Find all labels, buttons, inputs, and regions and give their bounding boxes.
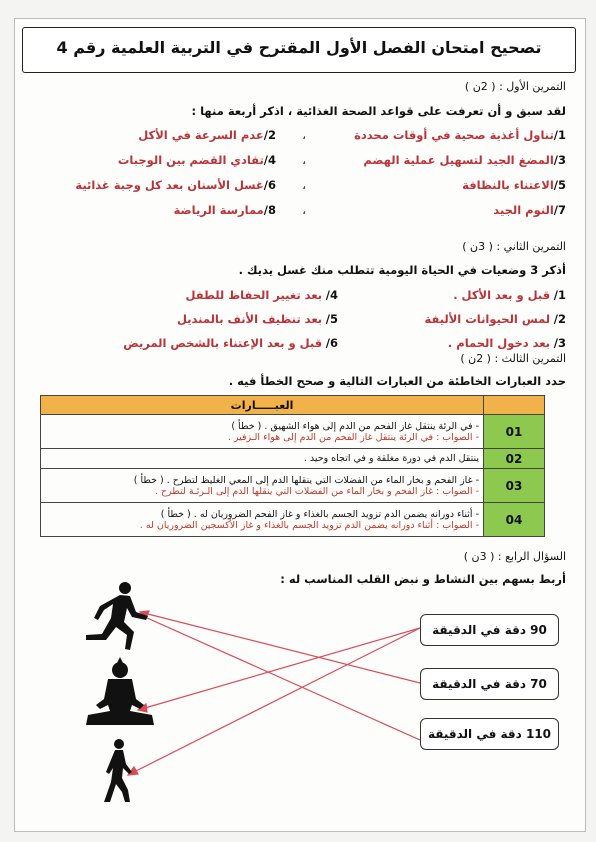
item-text: لمس الحيوانات الأليفة <box>424 312 551 326</box>
separator: ، <box>302 128 306 142</box>
item-number: 2/ <box>553 312 566 326</box>
heart-rate-label: 110 دقة في الدقيقة <box>427 727 552 741</box>
heart-rate-box-90 <box>420 614 559 646</box>
ex3-row-number: 01 <box>484 415 545 449</box>
ex1-heading: التمرين الأول : ( 2ن ) <box>464 80 566 93</box>
item-text: تفادي القضم بين الوجبات <box>117 153 264 167</box>
running-person-icon <box>80 578 155 653</box>
item-text: قبل و بعد الإعتناء بالشخص المريض <box>123 336 323 350</box>
walking-person-icon <box>98 738 138 804</box>
item-number: 1/ <box>553 288 566 302</box>
item-number: 8/ <box>263 203 276 217</box>
item-text: بعد تغيير الحفاظ للطفل <box>185 288 323 302</box>
separator: ، <box>302 203 306 217</box>
ex3-row-number: 03 <box>484 469 545 503</box>
ex3-correction: - الصواب : غاز الفحم و بخار الماء من الفضلات التي ينقلها الدم إلى الـرئـة لتطرح . <box>154 485 479 497</box>
item-text: النوم الجيد <box>493 203 554 217</box>
page-title: تصحيح امتحان الفصل الأول المقترح في التربية العلمية رقم 4 <box>56 38 542 57</box>
ex4-heading: السؤال الرابع : ( 3ن ) <box>463 550 566 563</box>
arrow-70-to-running <box>140 612 420 683</box>
ex3-heading: التمرين الثالث : ( 2ن ) <box>460 352 566 365</box>
heart-rate-box-70 <box>420 668 559 700</box>
ex3-correction: - الصواب : أثناء دورانه يضمن الدم تزويد الجسم بالغذاء و غاز الأكسجين الضروريان له . <box>139 519 479 531</box>
ex4-question: أربط بسهم بين النشاط و نبض القلب المناسب له : <box>280 572 566 586</box>
ex1-question: لقد سبق و أن تعرفت على قواعد الصحة الغذائية ، اذكر أربعة منها : <box>191 104 566 118</box>
arrow-90-to-walking <box>128 628 420 775</box>
heart-rate-label: 70 دقة في الدقيقة <box>432 677 547 691</box>
item-text: الاعتناء بالنظافة <box>462 178 554 192</box>
item-number: 6/ <box>325 336 338 350</box>
item-number: 5/ <box>325 312 338 326</box>
ex3-row-number: 04 <box>484 503 545 537</box>
ex3-statement: ينتقل الدم في دورة مغلقة و في اتجاه وحيد . <box>303 453 479 464</box>
ex3-question: حدد العبارات الخاطئة من العبارات التالية و صحح الخطأ فيه . <box>228 374 566 388</box>
item-number: 1/ <box>553 128 566 142</box>
item-text: تناول أغذية صحية في أوقات محددة <box>354 128 554 142</box>
item-number: 2/ <box>263 128 276 142</box>
separator: ، <box>302 178 306 192</box>
ex3-statement: - أثناء دورانه يضمن الدم تزويد الجسم بالغذاء و غاز الفحم الضروريان له . ( خطأ ) <box>160 508 479 520</box>
separator: ، <box>302 153 306 167</box>
ex3-statement: - في الرئة ينتقل غاز الفحم من الدم إلى هواء الشهيق . ( خطأ ) <box>231 420 479 432</box>
arrow-110-to-running <box>136 613 420 740</box>
item-text: بعد تنظيف الأنف بالمنديل <box>176 312 323 326</box>
arrow-90-to-meditating <box>138 628 420 710</box>
ex3-col-header: العبـــــارات <box>41 396 484 415</box>
item-text: عدم السرعة في الأكل <box>138 128 264 142</box>
item-number: 4/ <box>263 153 276 167</box>
item-text: غسل الأسنان بعد كل وجبة غذائية <box>75 178 264 192</box>
item-number: 5/ <box>553 178 566 192</box>
meditating-person-icon <box>80 655 160 727</box>
item-number: 4/ <box>325 288 338 302</box>
ex2-heading: التمرين الثاني : ( 3ن ) <box>462 240 566 253</box>
item-text: ممارسة الرياضة <box>173 203 264 217</box>
ex3-row-number: 02 <box>484 449 545 469</box>
heart-rate-box-110 <box>420 718 559 750</box>
item-text: بعد دخول الحمام . <box>447 336 551 350</box>
item-number: 3/ <box>553 153 566 167</box>
item-text: المضغ الجيد لتسهيل عملية الهضم <box>363 153 554 167</box>
ex2-question: أذكر 3 وضعيات في الحياة اليومية تتطلب منك غسل يديك . <box>238 263 566 277</box>
item-number: 7/ <box>553 203 566 217</box>
item-number: 6/ <box>263 178 276 192</box>
ex3-statement: - غاز الفحم و بخار الماء من الفضلات التي ينقلها الدم إلى المعي الغليظ لتطرح . ( خطأ ) <box>133 474 479 486</box>
heart-rate-label: 90 دقة في الدقيقة <box>432 623 547 637</box>
ex3-correction: - الصواب : في الرئة ينتقل غاز الفحم من الدم إلى هواء الـزفير . <box>227 431 479 443</box>
item-number: 3/ <box>553 336 566 350</box>
item-text: قبل و بعد الأكل . <box>453 288 551 302</box>
